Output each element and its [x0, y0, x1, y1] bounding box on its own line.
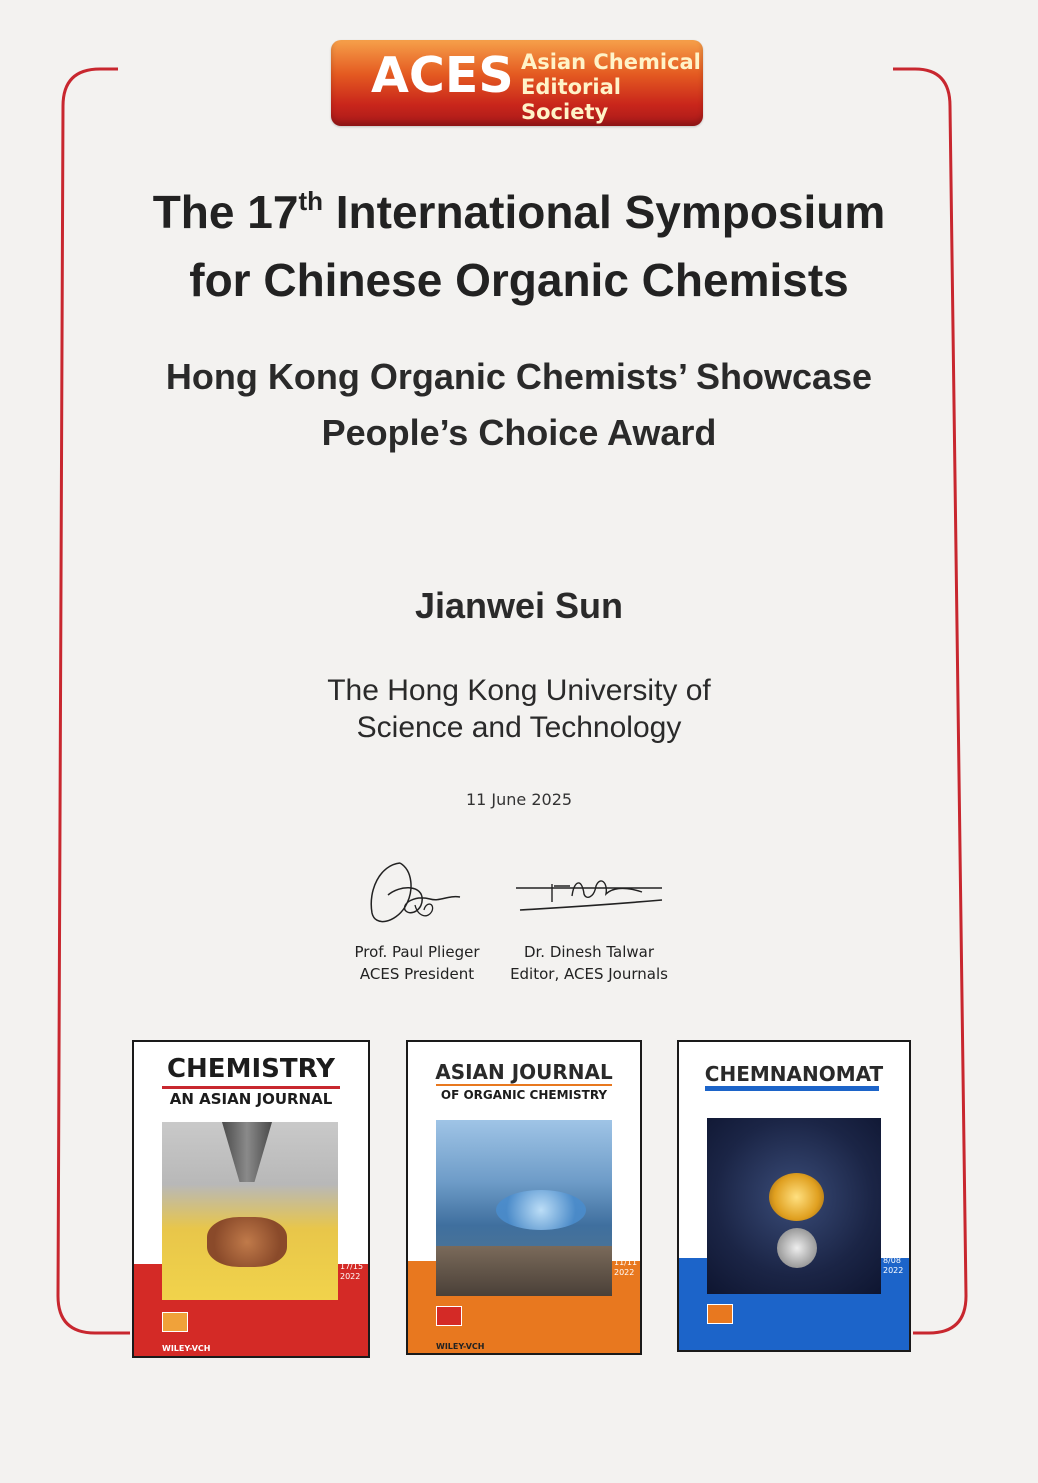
- institution-line-1: The Hong Kong University of: [327, 674, 711, 707]
- cover-3-rule: [705, 1086, 879, 1091]
- cover-2-title: ASIAN JOURNAL: [435, 1060, 613, 1084]
- recipient-name: Jianwei Sun: [414, 585, 624, 626]
- signatory-2: [489, 941, 689, 985]
- award-line-1: Hong Kong Organic Chemists’ Showcase: [165, 356, 873, 397]
- award-line-2: People’s Choice Award: [321, 412, 717, 453]
- cover-1-title: CHEMISTRY: [166, 1054, 336, 1084]
- title-ordinal-suffix: th: [298, 186, 323, 216]
- cover-1-volume: 17/15 2022: [340, 1262, 364, 1281]
- title-line-1: [0, 178, 1038, 246]
- title-line-2: for Chinese Organic Chemists: [189, 254, 849, 306]
- award-name: [0, 349, 1038, 461]
- cover-1-subtitle: AN ASIAN JOURNAL: [169, 1090, 333, 1108]
- aces-logo: [331, 40, 703, 126]
- signature-talwar: [512, 870, 667, 920]
- cover-2-publisher: WILEY-VCH: [436, 1342, 485, 1351]
- institution-line-2: Science and Technology: [356, 711, 682, 744]
- cover-2-subtitle: OF ORGANIC CHEMISTRY: [440, 1088, 608, 1102]
- cover-3-volume: 8/08 2022: [883, 1256, 904, 1275]
- signature-plieger: [360, 855, 470, 935]
- journal-cover-chemnanomat: [677, 1040, 911, 1352]
- cover-3-title: CHEMNANOMAT: [704, 1062, 884, 1086]
- logo-line-2: Editorial Society: [521, 75, 621, 124]
- cover-2-rule: [436, 1084, 612, 1086]
- title-ordinal: The 17: [152, 186, 299, 238]
- cover-3-artwork: [707, 1118, 881, 1294]
- cover-1-publisher: WILEY-VCH: [162, 1344, 211, 1353]
- journal-cover-asian-journal-organic-chemistry: [406, 1040, 642, 1355]
- cover-3-aces-badge: [707, 1304, 733, 1324]
- signatory-2-role: Editor, ACES Journals: [510, 965, 668, 983]
- signatory-1: [317, 941, 517, 985]
- signatory-1-role: ACES President: [359, 965, 475, 983]
- cover-2-aces-badge: [436, 1306, 462, 1326]
- logo-line-1: Asian Chemical: [521, 50, 701, 74]
- title-line-1-rest: International Symposium: [322, 186, 886, 238]
- cover-2-volume: 11/11 2022: [614, 1258, 638, 1277]
- logo-acronym: ACES: [371, 47, 514, 104]
- signatory-2-name: Dr. Dinesh Talwar: [523, 943, 655, 961]
- award-date: 11 June 2025: [465, 790, 573, 809]
- symposium-title: [0, 178, 1038, 314]
- signatory-1-name: Prof. Paul Plieger: [354, 943, 480, 961]
- recipient-institution: [0, 672, 1038, 746]
- journal-cover-chemistry-asian-journal: [132, 1040, 370, 1358]
- cover-2-artwork: [436, 1120, 612, 1296]
- cover-1-artwork: [162, 1122, 338, 1300]
- cover-1-rule: [162, 1086, 340, 1089]
- logo-society-name: [521, 50, 703, 125]
- cover-1-aces-badge: [162, 1312, 188, 1332]
